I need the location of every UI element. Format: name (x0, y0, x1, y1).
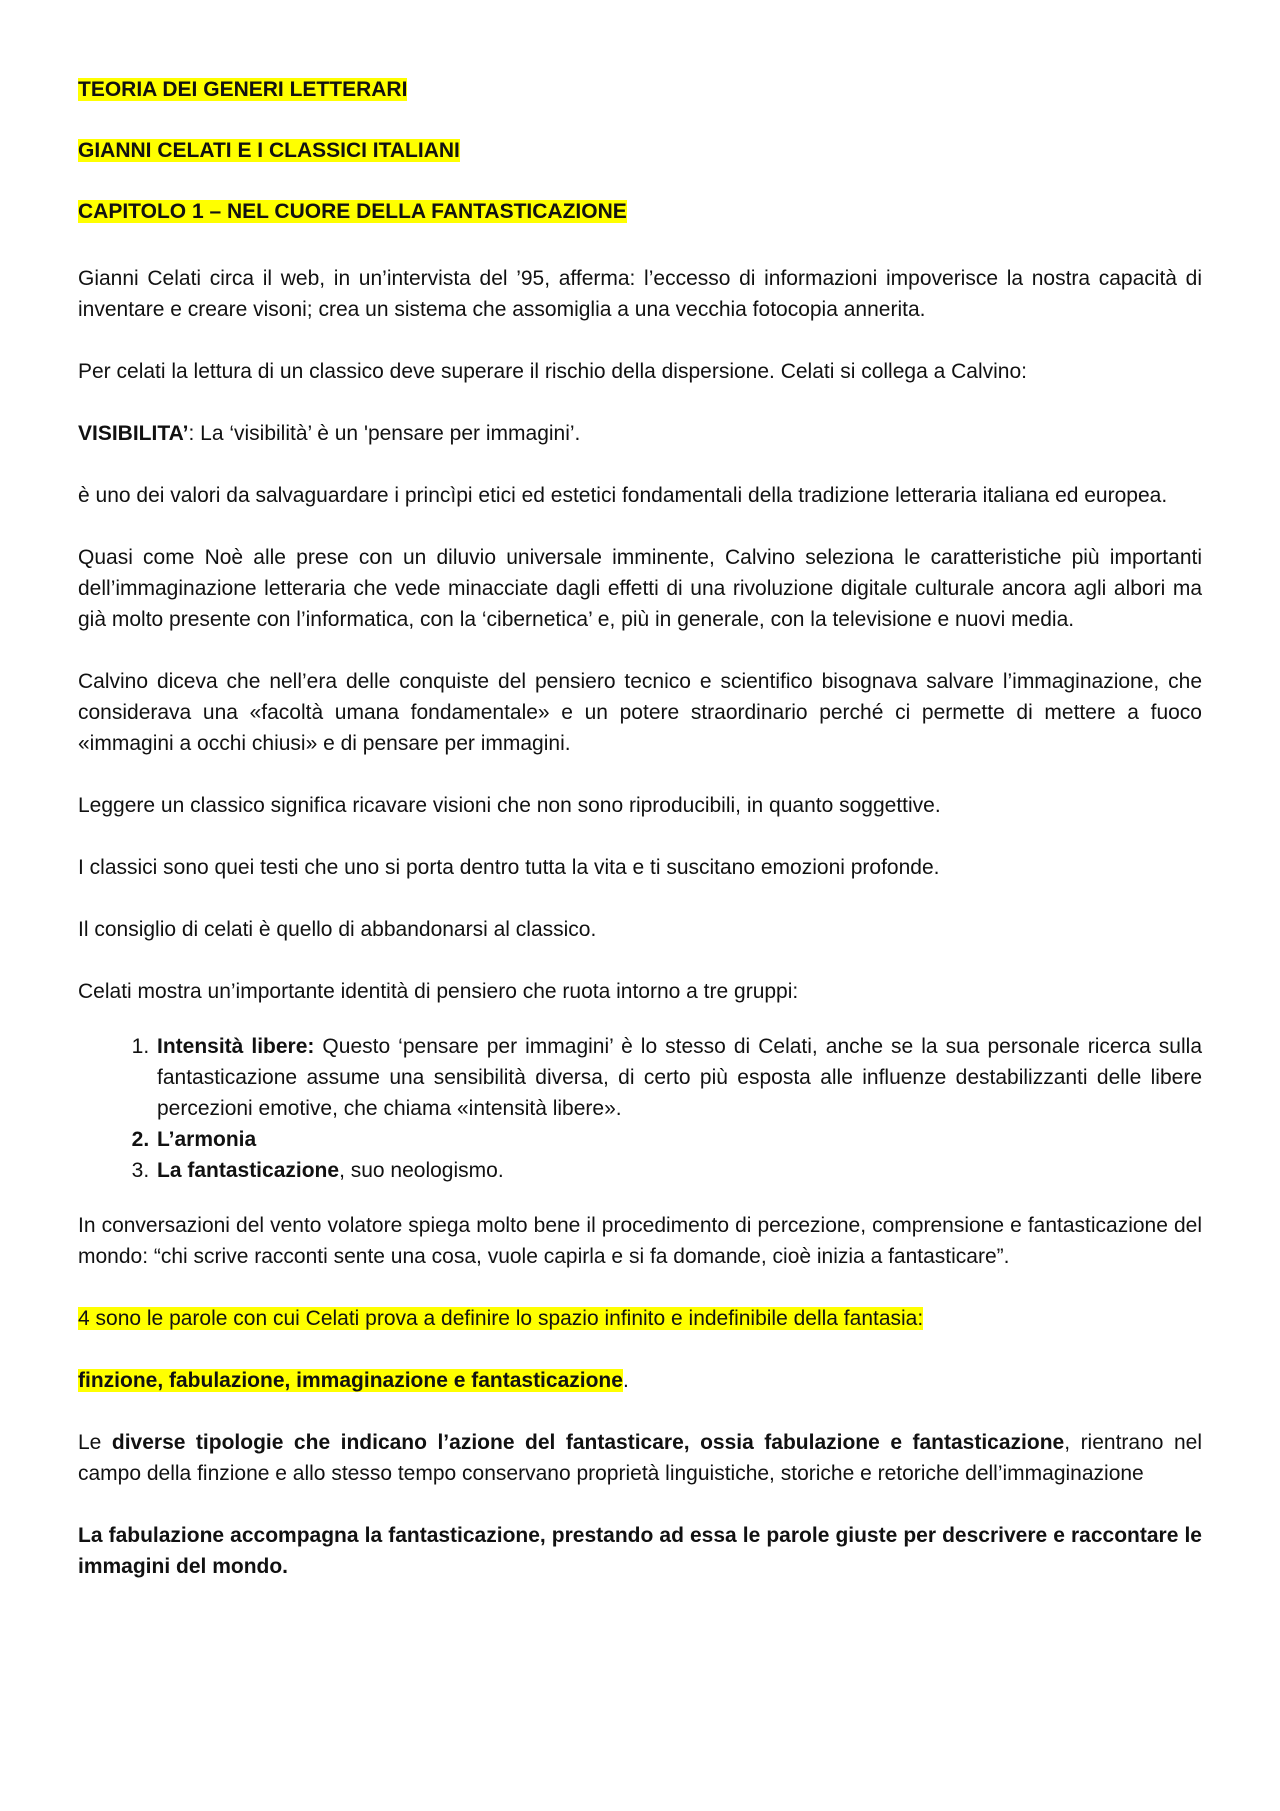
chapter-heading (78, 196, 1202, 227)
list-item-text: Questo ‘pensare per immagini’ è lo stesso di Celati, anche se la sua personale ricerca sulla fantasticazione assume una sensibilità diversa, di certo più esposta alle influenze destabilizzanti delle libere percezioni emotive, che chiama «intensità libere». (157, 1035, 1202, 1120)
paragraph-fabulation: La fabulazione accompagna la fantasticazione, prestando ad essa le parole giuste per descrivere e raccontare le immagini del mondo. (78, 1524, 1202, 1578)
list-item-term: Intensità libere: (157, 1035, 315, 1058)
chapter-highlight: CAPITOLO 1 – NEL CUORE DELLA FANTASTICAZIONE (78, 200, 627, 223)
paragraph-web-interview: Gianni Celati circa il web, in un’intervista del ’95, afferma: l’eccesso di informazioni impoverisce la nostra capacità di inventare e creare visoni; crea un sistema che assomiglia a una vecchia fotocopia annerita. (78, 267, 1202, 321)
paragraph-noah: Quasi come Noè alle prese con un diluvio universale imminente, Calvino seleziona le caratteristiche più importanti dell’immaginazione letteraria che vede minacciate dagli effetti di una rivoluzione digitale culturale ancora agli albori ma già molto presente con l’informatica, con la ‘cibernetica’ e, più in generale, con la televisione e nuovi media. (78, 546, 1202, 631)
title-heading (78, 74, 1202, 105)
title-highlight: TEORIA DEI GENERI LETTERARI (78, 78, 408, 101)
paragraph-typologies (78, 1427, 1202, 1489)
word-list-end: . (622, 1369, 629, 1392)
paragraph-visibility (78, 418, 1202, 449)
word-list-highlight: finzione, fabulazione, immaginazione e fantasticazione (78, 1369, 623, 1392)
list-item-term: La fantasticazione (157, 1159, 340, 1182)
visibility-definition: : La ‘visibilità’ è un 'pensare per immagini’. (188, 422, 581, 445)
typologies-bold: diverse tipologie che indicano l’azione del fantasticare, ossia fabulazione e fantasticazione (111, 1431, 1065, 1454)
subtitle-heading (78, 135, 1202, 166)
paragraph-four-words (78, 1303, 1202, 1334)
list-item (155, 1031, 1202, 1124)
typologies-rest: , rientrano nel campo della finzione e allo stesso tempo conservano proprietà linguistiche, storiche e retoriche dell’immaginazione (78, 1431, 1202, 1485)
paragraph-classics: I classici sono quei testi che uno si porta dentro tutta la vita e ti suscitano emozioni profonde. (78, 856, 940, 879)
list-item-text: , suo neologismo. (339, 1159, 504, 1182)
paragraph-advice: Il consiglio di celati è quello di abbandonarsi al classico. (78, 918, 597, 941)
list-item (155, 1155, 1202, 1186)
list-item (155, 1124, 1202, 1155)
four-words-highlight: 4 sono le parole con cui Celati prova a definire lo spazio infinito e indefinibile della fantasia: (78, 1307, 924, 1330)
list-item-term: L’armonia (157, 1128, 257, 1151)
groups-list (78, 1031, 1202, 1186)
paragraph-values: è uno dei valori da salvaguardare i princìpi etici ed estetici fondamentali della tradizione letteraria italiana ed europea. (78, 484, 1168, 507)
subtitle-highlight: GIANNI CELATI E I CLASSICI ITALIANI (78, 139, 460, 162)
visibility-term: VISIBILITA’ (78, 422, 189, 445)
paragraph-three-groups: Celati mostra un’importante identità di pensiero che ruota intorno a tre gruppi: (78, 980, 799, 1003)
paragraph-vento-volatore: In conversazioni del vento volatore spiega molto bene il procedimento di percezione, comprensione e fantasticazione del mondo: “chi scrive racconti sente una cosa, vuole capirla e si fa domande, cioè inizia a fantasticare”. (78, 1214, 1202, 1268)
paragraph-dispersion: Per celati la lettura di un classico deve superare il rischio della dispersione. Celati si collega a Calvino: (78, 360, 1027, 383)
paragraph-word-list (78, 1365, 1202, 1396)
typologies-start: Le (78, 1431, 112, 1454)
paragraph-reading-classic: Leggere un classico significa ricavare visioni che non sono riproducibili, in quanto soggettive. (78, 794, 941, 817)
paragraph-calvino-imagination: Calvino diceva che nell’era delle conquiste del pensiero tecnico e scientifico bisognava salvare l’immaginazione, che considerava una «facoltà umana fondamentale» e un potere straordinario perché ci permette di mettere a fuoco «immagini a occhi chiusi» e di pensare per immagini. (78, 670, 1202, 755)
